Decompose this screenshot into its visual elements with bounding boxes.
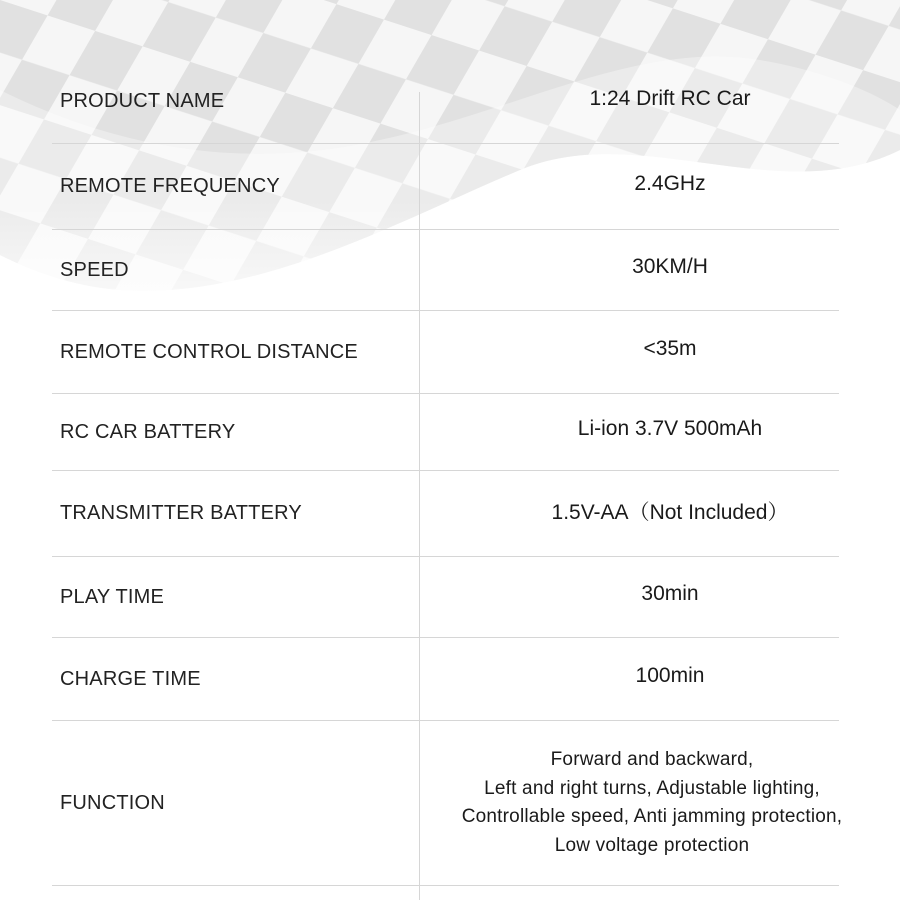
spec-row-play-time [52, 557, 839, 638]
spec-value: 30KM/H [632, 255, 708, 278]
spec-value: Li-ion 3.7V 500mAh [577, 417, 763, 440]
spec-label: TRANSMITTER BATTERY [60, 502, 302, 524]
spec-value: 100min [635, 664, 705, 687]
function-line: Low voltage protection [554, 834, 750, 856]
spec-table [52, 60, 843, 900]
spec-value: 30min [641, 582, 699, 605]
spec-value: <35m [643, 337, 697, 360]
spec-row-transmitter-battery [52, 471, 839, 557]
spec-row-product-name [52, 60, 839, 144]
spec-value: 1:24 Drift RC Car [589, 86, 751, 110]
spec-row-rc-car-battery [52, 394, 839, 471]
column-divider [419, 92, 420, 900]
spec-label: PLAY TIME [60, 585, 165, 608]
function-line: Forward and backward, [550, 749, 754, 770]
spec-label: REMOTE FREQUENCY [60, 175, 280, 197]
spec-value: 2.4GHz [634, 171, 706, 195]
spec-label: SPEED [60, 258, 129, 281]
spec-row-charge-time [52, 638, 839, 721]
spec-row-remote-control-distance [52, 311, 839, 394]
spec-label: PRODUCT NAME [60, 90, 225, 112]
spec-label: CHARGE TIME [60, 667, 201, 690]
function-line: Left and right turns, Adjustable lighting, [484, 777, 820, 799]
spec-row-function [52, 721, 843, 886]
spec-label: RC CAR BATTERY [60, 420, 236, 443]
spec-value-function [352, 721, 900, 885]
spec-label: REMOTE CONTROL DISTANCE [60, 340, 358, 363]
function-line: Controllable speed, Anti jamming protection, [461, 806, 843, 827]
spec-label: FUNCTION [60, 791, 165, 814]
spec-row-remote-frequency [52, 144, 839, 230]
spec-row-speed [52, 230, 839, 311]
spec-value: 1.5V-AA（Not Included） [551, 500, 789, 524]
